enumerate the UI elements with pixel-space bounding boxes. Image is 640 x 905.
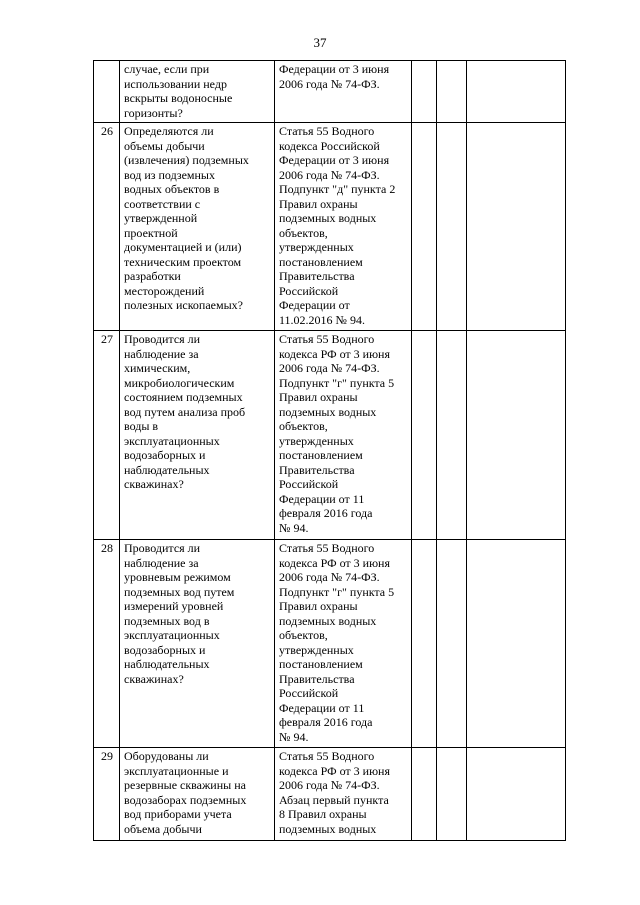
legal-reference-line: кодекса РФ от 3 июня xyxy=(279,346,390,361)
question-line: наблюдение за xyxy=(124,346,199,361)
question-line: использовании недр xyxy=(124,76,227,91)
legal-reference-line: подземных водных xyxy=(279,211,377,225)
question-line: наблюдательных xyxy=(124,657,210,671)
legal-reference-line: 2006 года № 74-ФЗ. xyxy=(279,76,380,91)
legal-reference-line: Правил охраны xyxy=(279,599,358,613)
question-line: соответствии с xyxy=(124,196,201,211)
question-line: водозаборных и xyxy=(124,642,206,657)
question-line: объемы добычи xyxy=(124,138,205,153)
question-line: техническим проектом xyxy=(124,254,242,269)
legal-reference-line: подземных водных xyxy=(279,404,377,419)
answer-no-cell xyxy=(437,123,467,331)
legal-reference-line: Абзац первый пункта xyxy=(279,792,389,807)
answer-no-cell xyxy=(437,748,467,841)
answer-no-cell xyxy=(437,331,467,540)
legal-reference-cell xyxy=(275,540,412,748)
legal-reference-line: Статья 55 Водного xyxy=(279,332,375,346)
answer-yes-cell xyxy=(412,331,437,540)
table-row xyxy=(94,331,566,540)
legal-reference-line: постановлением xyxy=(279,254,363,269)
legal-reference-line: Статья 55 Водного xyxy=(279,749,375,763)
legal-reference-line: 2006 года № 74-ФЗ. xyxy=(279,361,380,375)
question-line: химическим, xyxy=(124,361,191,375)
question-line: Оборудованы ли xyxy=(124,749,209,763)
question-line: месторождений xyxy=(124,283,205,298)
legal-reference-line: 2006 года № 74-ФЗ. xyxy=(279,167,380,182)
legal-reference-line: Федерации от 3 июня xyxy=(279,62,390,76)
legal-reference-line: 2006 года № 74-ФЗ. xyxy=(279,778,380,792)
question-line: воды в xyxy=(124,419,159,433)
answer-no-cell xyxy=(437,61,467,123)
question-line: уровневым режимом xyxy=(124,570,231,584)
row-number: 26 xyxy=(94,123,120,331)
question-line: эксплуатационных xyxy=(124,628,220,642)
question-line: эксплуатационные и xyxy=(124,763,229,778)
answer-yes-cell xyxy=(412,748,437,841)
legal-reference-line: объектов, xyxy=(279,225,328,240)
table-row xyxy=(94,748,566,841)
row-number: 27 xyxy=(94,331,120,540)
legal-reference-line: кодекса РФ от 3 июня xyxy=(279,555,390,570)
legal-reference-line: кодекса Российской xyxy=(279,138,380,153)
row-number: 28 xyxy=(94,540,120,748)
legal-reference-line: Федерации от xyxy=(279,298,350,312)
notes-cell xyxy=(467,748,566,841)
legal-reference-line: постановлением xyxy=(279,657,363,671)
table-row xyxy=(94,61,566,123)
legal-reference-line: постановлением xyxy=(279,448,363,462)
legal-reference-line: февраля 2016 года xyxy=(279,715,373,729)
question-line: вод из подземных xyxy=(124,167,215,182)
legal-reference-line: объектов, xyxy=(279,628,328,642)
question-line: эксплуатационных xyxy=(124,433,220,448)
legal-reference-cell xyxy=(275,61,412,123)
legal-reference-line: 8 Правил охраны xyxy=(279,807,367,821)
question-line: утвержденной xyxy=(124,211,198,225)
legal-reference-line: подземных водных xyxy=(279,613,377,628)
legal-reference-line: февраля 2016 года xyxy=(279,506,373,520)
question-line: проектной xyxy=(124,225,178,240)
legal-reference-line: Федерации от 3 июня xyxy=(279,153,390,167)
question-line: водных объектов в xyxy=(124,182,220,196)
question-line: вод путем анализа проб xyxy=(124,404,246,419)
notes-cell xyxy=(467,61,566,123)
legal-reference-line: Правил охраны xyxy=(279,196,358,211)
question-line: микробиологическим xyxy=(124,375,235,390)
question-line: резервные скважины на xyxy=(124,778,246,792)
legal-reference-line: 11.02.2016 № 94. xyxy=(279,312,366,327)
table-row xyxy=(94,123,566,331)
legal-reference-line: № 94. xyxy=(279,729,309,744)
question-line: водозаборных и xyxy=(124,448,206,462)
answer-yes-cell xyxy=(412,540,437,748)
question-line: (извлечения) подземных xyxy=(124,153,249,167)
question-line: вод приборами учета xyxy=(124,807,232,821)
question-line: наблюдение за xyxy=(124,555,199,570)
legal-reference-cell xyxy=(275,748,412,841)
legal-reference-line: объектов, xyxy=(279,419,328,433)
legal-reference-line: № 94. xyxy=(279,520,309,535)
question-line: измерений уровней xyxy=(124,599,224,613)
question-line: наблюдательных xyxy=(124,462,210,477)
question-line: вскрыты водоносные xyxy=(124,91,233,105)
answer-no-cell xyxy=(437,540,467,748)
legal-reference-line: Правительства xyxy=(279,462,355,477)
question-line: скважинах? xyxy=(124,671,184,686)
notes-cell xyxy=(467,331,566,540)
legal-reference-line: Российской xyxy=(279,477,339,491)
legal-reference-cell xyxy=(275,123,412,331)
question-line: горизонты? xyxy=(124,105,183,120)
legal-reference-line: Российской xyxy=(279,686,339,700)
question-line: полезных ископаемых? xyxy=(124,298,243,312)
question-cell xyxy=(120,748,275,841)
legal-reference-line: утвержденных xyxy=(279,433,354,448)
table-row xyxy=(94,540,566,748)
question-cell xyxy=(120,331,275,540)
question-line: случае, если при xyxy=(124,62,210,76)
legal-reference-cell xyxy=(275,331,412,540)
legal-reference-line: Статья 55 Водного xyxy=(279,124,375,138)
legal-reference-line: подземных водных xyxy=(279,821,377,836)
question-line: подземных вод путем xyxy=(124,584,235,599)
legal-reference-line: утвержденных xyxy=(279,642,354,657)
legal-reference-line: Подпункт "г" пункта 5 xyxy=(279,584,395,599)
question-line: подземных вод в xyxy=(124,613,210,628)
question-line: объема добычи xyxy=(124,821,202,836)
legal-reference-line: кодекса РФ от 3 июня xyxy=(279,763,390,778)
answer-yes-cell xyxy=(412,61,437,123)
checklist-table xyxy=(93,60,566,841)
page-number: 37 xyxy=(313,35,327,50)
question-line: Проводится ли xyxy=(124,541,201,555)
notes-cell xyxy=(467,540,566,748)
legal-reference-line: Правил охраны xyxy=(279,390,358,404)
row-number xyxy=(94,61,120,123)
question-line: разработки xyxy=(124,269,181,283)
question-line: водозаборах подземных xyxy=(124,792,247,807)
question-line: Определяются ли xyxy=(124,124,214,138)
question-line: скважинах? xyxy=(124,477,184,491)
question-cell xyxy=(120,123,275,331)
legal-reference-line: Подпункт "г" пункта 5 xyxy=(279,375,395,390)
answer-yes-cell xyxy=(412,123,437,331)
legal-reference-line: Правительства xyxy=(279,671,355,686)
legal-reference-line: Правительства xyxy=(279,269,355,283)
legal-reference-line: Федерации от 11 xyxy=(279,700,365,715)
question-cell xyxy=(120,540,275,748)
legal-reference-line: 2006 года № 74-ФЗ. xyxy=(279,570,380,584)
question-line: документацией и (или) xyxy=(124,240,242,254)
legal-reference-line: Статья 55 Водного xyxy=(279,541,375,555)
legal-reference-line: Подпункт "д" пункта 2 xyxy=(279,182,396,196)
legal-reference-line: утвержденных xyxy=(279,240,354,254)
question-line: Проводится ли xyxy=(124,332,201,346)
legal-reference-line: Российской xyxy=(279,283,339,298)
notes-cell xyxy=(467,123,566,331)
legal-reference-line: Федерации от 11 xyxy=(279,491,365,506)
question-cell xyxy=(120,61,275,123)
question-line: состоянием подземных xyxy=(124,390,243,404)
row-number: 29 xyxy=(94,748,120,841)
